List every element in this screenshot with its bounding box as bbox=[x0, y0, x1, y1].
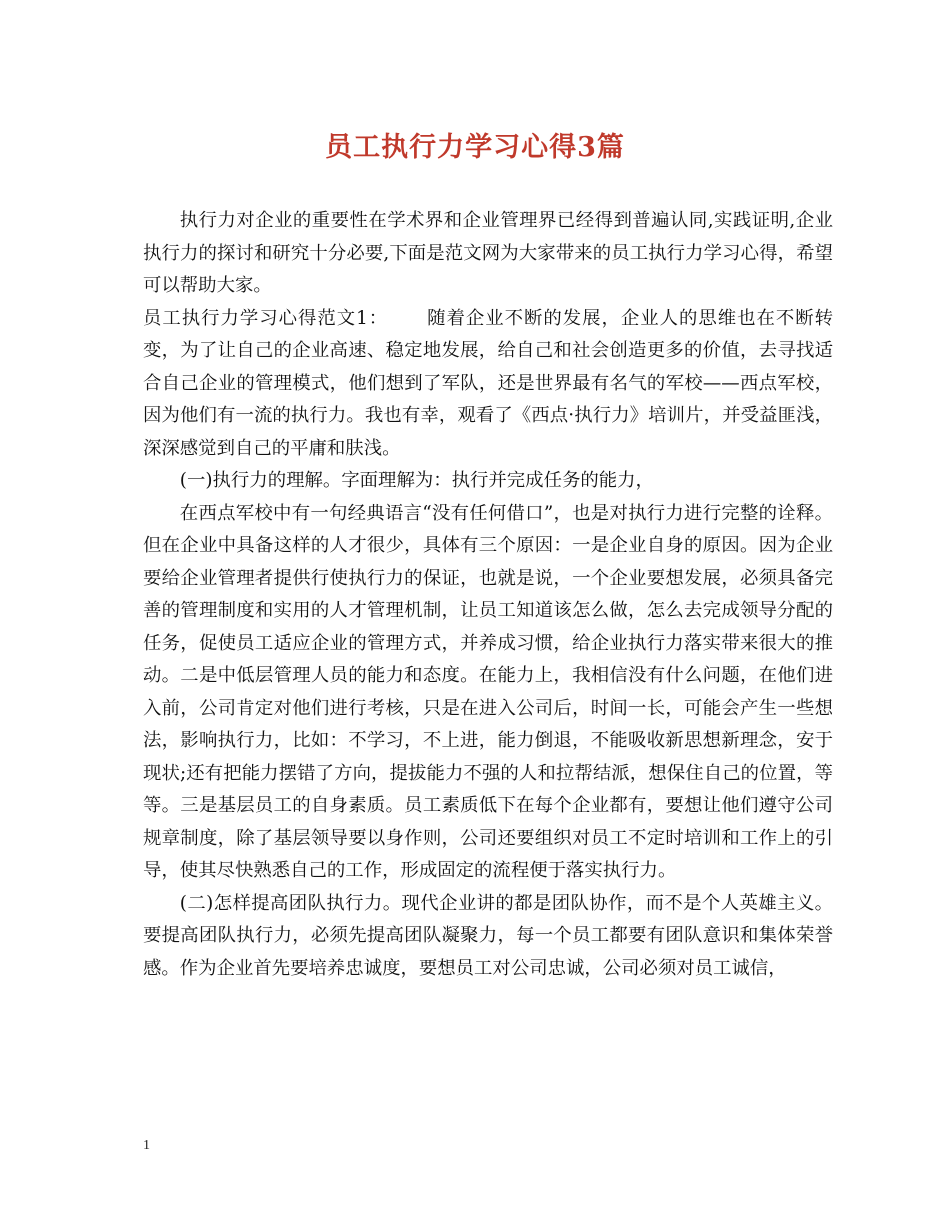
page-number: 1 bbox=[143, 1138, 150, 1153]
sample-one-paragraph bbox=[143, 303, 833, 466]
intro-paragraph: 执行力对企业的重要性在学术界和企业管理界已经得到普遍认同,实践证明,企业执行力的探讨和研究十分必要,下面是范文网为大家带来的员工执行力学习心得，希望可以帮助大家。 bbox=[143, 210, 833, 296]
document-title: 员工执行力学习心得3篇 bbox=[325, 132, 625, 163]
sample-one-heading: 员工执行力学习心得范文1： bbox=[143, 307, 389, 329]
section-one-heading: (一)执行力的理解。字面理解为：执行并完成任务的能力， bbox=[179, 470, 654, 491]
sample-one-text: 随着企业不断的发展，企业人的思维也在不断转变，为了让自己的企业高速、稳定地发展，给自己和社会创造更多的价值，去寻找适合自己企业的管理模式，他们想到了军队，还是世界最有名气的军校——西点军校，因为他们有一流的执行力。我也有幸，观看了《西点·执行力》培训片，并受益匪浅，深深感觉到自己的平庸和肤浅。 bbox=[143, 307, 833, 459]
document-body bbox=[143, 205, 833, 985]
section-two-paragraph: (二)怎样提高团队执行力。现代企业讲的都是团队协作，而不是个人英雄主义。要提高团队执行力，必须先提高团队凝聚力，每一个员工都要有团队意识和集体荣誉感。作为企业首先要培养忠诚度，要想员工对公司忠诚，公司必须对员工诚信， bbox=[143, 892, 833, 979]
section-one-paragraph: 在西点军校中有一句经典语言“没有任何借口”，也是对执行力进行完整的诠释。但在企业中具备这样的人才很少，具体有三个原因：一是企业自身的原因。因为企业要给企业管理者提供行使执行力的保证，也就是说，一个企业要想发展，必须具备完善的管理制度和实用的人才管理机制，让员工知道该怎么做，怎么去完成领导分配的任务，促使员工适应企业的管理方式，并养成习惯，给企业执行力落实带来很大的推动。二是中低层管理人员的能力和态度。在能力上，我相信没有什么问题，在他们进入前，公司肯定对他们进行考核，只是在进入公司后，时间一长，可能会产生一些想法，影响执行力，比如：不学习，不上进，能力倒退，不能吸收新思想新理念，安于现状;还有把能力摆错了方向，提拔能力不强的人和拉帮结派，想保住自己的位置，等等。三是基层员工的自身素质。员工素质低下在每个企业都有，要想让他们遵守公司规章制度，除了基层领导要以身作则，公司还要组织对员工不定时培训和工作上的引导，使其尽快熟悉自己的工作，形成固定的流程便于落实执行力。 bbox=[143, 502, 833, 881]
